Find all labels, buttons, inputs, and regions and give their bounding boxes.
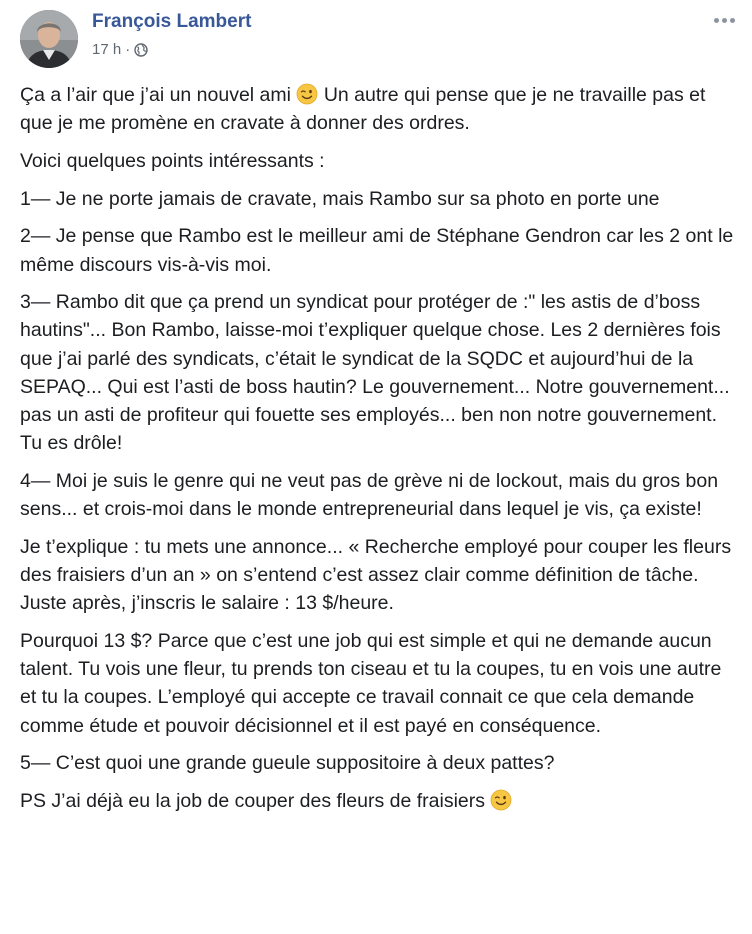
post-paragraph: [20, 185, 736, 213]
author-name[interactable]: François Lambert: [92, 11, 252, 32]
post-meta: [92, 41, 148, 58]
avatar-photo: [20, 10, 78, 68]
paragraph-text: Pourquoi 13 $? Parce que c’est une job qui est simple et qui ne demande aucun talent. Tu vois une fleur, tu prends ton ciseau et tu la coupes, tu en vois une autre et tu la coupes. L’employé qui accepte ce travail connait ce que cela demande comme étude et pouvoir décisionnel et il est payé en conséquence.: [20, 629, 722, 737]
post-paragraph: [20, 627, 736, 740]
paragraph-text: Voici quelques points intéressants :: [20, 149, 325, 172]
post-paragraph: [20, 467, 736, 523]
more-options-icon[interactable]: [710, 10, 738, 30]
paragraph-text: 1— Je ne porte jamais de cravate, mais Rambo sur sa photo en porte une: [20, 187, 660, 210]
post-paragraph: [20, 81, 736, 137]
winking-face-emoji: [296, 83, 318, 105]
post-paragraph: [20, 147, 736, 175]
winking-face-emoji: [490, 789, 512, 811]
post-paragraph: [20, 749, 736, 777]
post-body: [20, 81, 736, 825]
paragraph-text: 5— C’est quoi une grande gueule suppositoire à deux pattes?: [20, 752, 555, 775]
paragraph-text: Ça a l’air que j’ai un nouvel ami: [20, 84, 291, 106]
post-paragraph: [20, 787, 736, 815]
post-paragraph: [20, 222, 736, 278]
paragraph-text: Je t’explique : tu mets une annonce... « Recherche employé pour couper les fleurs des fraisiers d’un an » on s’entend c’est assez clair comme définition de tâche. Juste après, j’inscris le salaire : 13 $/heure.: [20, 535, 732, 615]
paragraph-text: 4— Moi je suis le genre qui ne veut pas de grève ni de lockout, mais du gros bon sens... et crois-moi dans le monde entrepreneurial dans lequel je vis, ça existe!: [20, 469, 719, 521]
paragraph-text-after-emoji: Un autre qui pense que je ne travaille pas et que je me promène en cravate à donner des ordres.: [20, 84, 706, 135]
meta-separator: ·: [125, 41, 131, 58]
post-paragraph: [20, 533, 736, 618]
post-timestamp[interactable]: 17 h: [92, 41, 122, 58]
author-avatar[interactable]: [20, 10, 78, 68]
paragraph-text: PS J’ai déjà eu la job de couper des fleurs de fraisiers: [20, 789, 486, 812]
paragraph-text: 2— Je pense que Rambo est le meilleur ami de Stéphane Gendron car les 2 ont le même discours vis-à-vis moi.: [20, 225, 734, 276]
post-paragraph: [20, 288, 736, 457]
globe-icon[interactable]: [134, 43, 148, 57]
paragraph-text: 3— Rambo dit que ça prend un syndicat pour protéger de :" les astis de d’boss hautins"... Bon Rambo, laisse-moi t’expliquer quelque chose. Les 2 dernières fois que j’ai parlé des syndicats, c’était le syndicat de la SQDC et aujourd’hui de la SEPAQ... Qui est l’asti de boss hautin? Le gouvernement... Notre gouvernement... pas un asti de profiteur qui fouette ses employés... ben non notre gouvernement. Tu es drôle!: [20, 291, 730, 455]
